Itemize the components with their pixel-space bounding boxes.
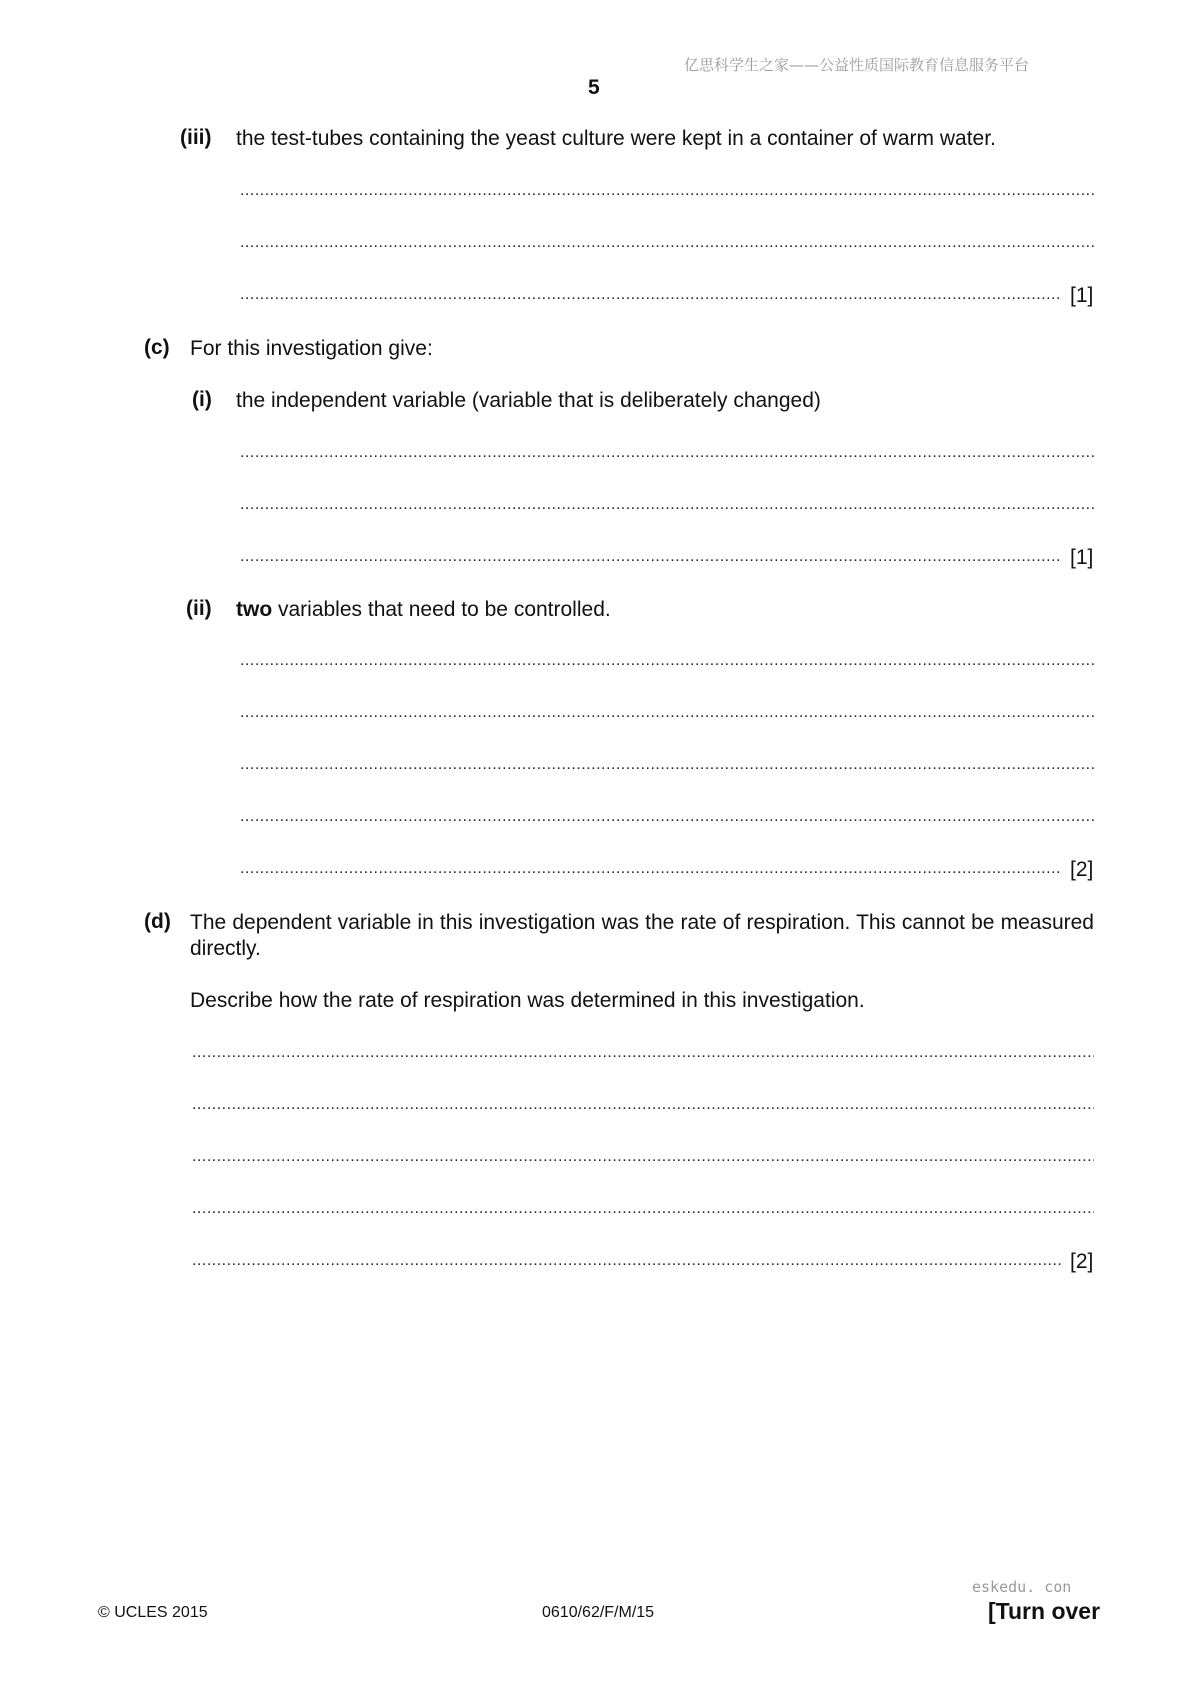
turn-over: [Turn over	[988, 1598, 1101, 1624]
footer-watermark: eskedu. con	[972, 1578, 1072, 1596]
question-text-b-iii: the test-tubes containing the yeast culture were kept in a container of warm water.	[236, 127, 996, 150]
answer-line[interactable]	[240, 860, 1062, 884]
answer-line[interactable]	[192, 1252, 1062, 1276]
answer-line[interactable]	[192, 1148, 1094, 1172]
answer-line[interactable]	[240, 652, 1094, 676]
answer-line[interactable]	[240, 234, 1094, 258]
mark-allocation: [1]	[1070, 546, 1094, 569]
mark-allocation: [2]	[1070, 858, 1094, 881]
mark-allocation: [1]	[1070, 284, 1094, 307]
question-label-c: (c)	[144, 336, 170, 359]
question-text-c-ii-rest: variables that need to be controlled.	[272, 598, 611, 621]
answer-line[interactable]	[240, 548, 1062, 572]
answer-line[interactable]	[240, 704, 1094, 728]
answer-line[interactable]	[240, 808, 1094, 832]
header-watermark: 亿思科学生之家——公益性质国际教育信息服务平台	[684, 56, 1030, 74]
question-text-c-ii	[236, 597, 611, 623]
question-label-b-iii: (iii)	[180, 126, 212, 149]
question-text-c: For this investigation give:	[190, 337, 433, 360]
emphasis-two: two	[236, 598, 273, 621]
answer-line[interactable]	[240, 756, 1094, 780]
question-instruction-d: Describe how the rate of respiration was determined in this investigation.	[190, 989, 865, 1012]
page-number: 5	[588, 76, 600, 99]
answer-line[interactable]	[240, 444, 1094, 468]
copyright: © UCLES 2015	[98, 1604, 208, 1621]
question-label-c-i: (i)	[192, 388, 212, 411]
question-label-d: (d)	[144, 910, 171, 933]
answer-line[interactable]	[240, 182, 1094, 206]
answer-line[interactable]	[192, 1200, 1094, 1224]
answer-line[interactable]	[192, 1096, 1094, 1120]
answer-line[interactable]	[192, 1044, 1094, 1068]
question-text-c-i: the independent variable (variable that is deliberately changed)	[236, 389, 821, 412]
answer-line[interactable]	[240, 496, 1094, 520]
answer-line[interactable]	[240, 286, 1062, 310]
question-label-c-ii: (ii)	[186, 597, 212, 620]
mark-allocation: [2]	[1070, 1250, 1094, 1273]
question-text-d: The dependent variable in this investigation was the rate of respiration. This cannot be measured directly.	[190, 911, 1094, 960]
paper-code: 0610/62/F/M/15	[542, 1604, 655, 1621]
